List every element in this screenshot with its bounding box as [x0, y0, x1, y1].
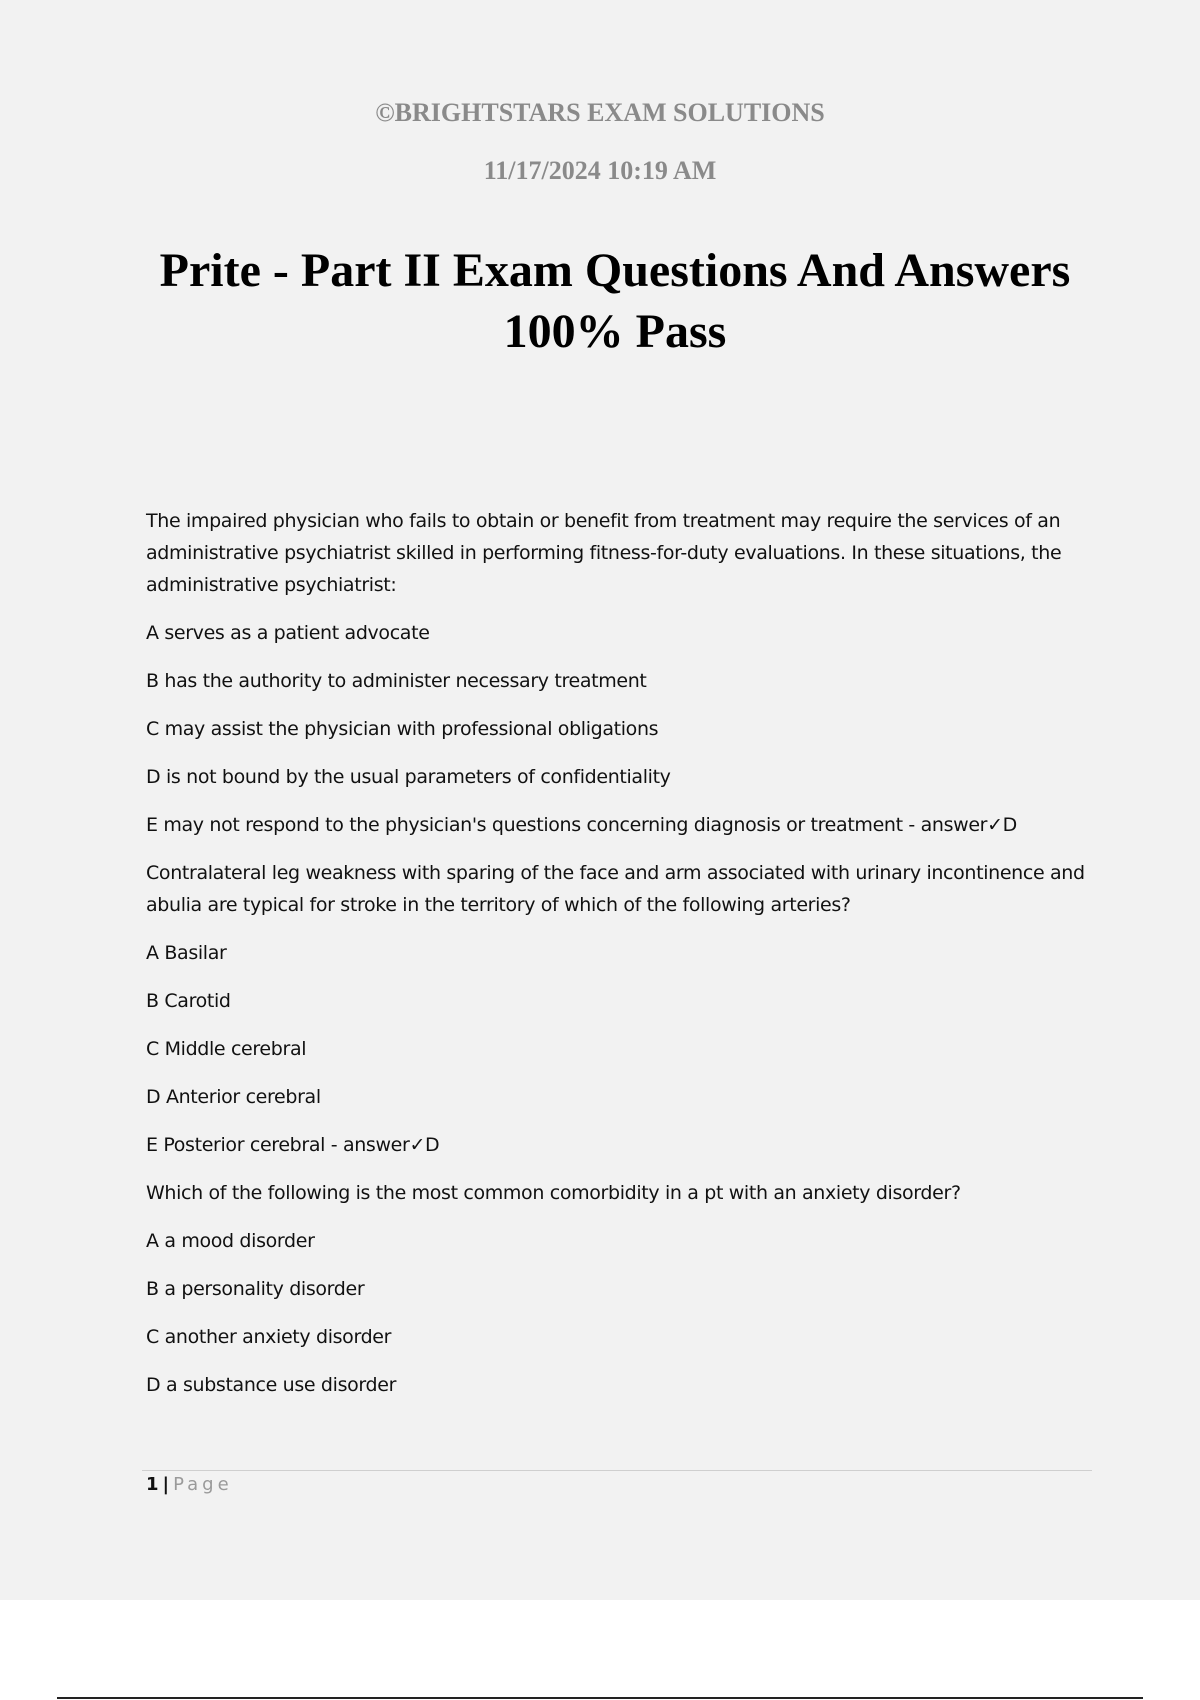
answer-option: B has the authority to administer necessary treatment: [146, 670, 647, 692]
answer-option: D a substance use disorder: [146, 1374, 397, 1396]
question-list: [146, 505, 1096, 1417]
answer-option: A a mood disorder: [146, 1230, 315, 1252]
question-stem: Which of the following is the most common comorbidity in a pt with an anxiety disorder?: [146, 1182, 961, 1204]
question-stem: Contralateral leg weakness with sparing of the face and arm associated with urinary incontinence and abulia are typical for stroke in the territory of which of the following arteries?: [146, 862, 1085, 916]
answer-option: C another anxiety disorder: [146, 1326, 392, 1348]
header-company: ©BRIGHTSTARS EXAM SOLUTIONS: [375, 98, 825, 127]
answer-option: E may not respond to the physician's questions concerning diagnosis or treatment - answer✓D: [146, 814, 1017, 836]
answer-option: B Carotid: [146, 990, 231, 1012]
footer-separator: |: [162, 1474, 170, 1495]
document-title: [130, 240, 1100, 362]
answer-option: C Middle cerebral: [146, 1038, 307, 1060]
answer-option: B a personality disorder: [146, 1278, 365, 1300]
document-title-line-1: Prite - Part II Exam Questions And Answers: [159, 244, 1071, 297]
next-page-divider: [57, 1697, 1143, 1699]
answer-option: A Basilar: [146, 942, 227, 964]
page-footer: [146, 1474, 233, 1495]
page-number: 1: [146, 1474, 159, 1495]
answer-option: D Anterior cerebral: [146, 1086, 321, 1108]
answer-option: E Posterior cerebral - answer✓D: [146, 1134, 440, 1156]
header-datetime: 11/17/2024 10:19 AM: [483, 156, 717, 185]
footer-divider: [142, 1470, 1092, 1471]
answer-option: A serves as a patient advocate: [146, 622, 430, 644]
answer-option: C may assist the physician with professional obligations: [146, 718, 659, 740]
document-title-line-2: 100% Pass: [503, 305, 727, 358]
question-stem: The impaired physician who fails to obtain or benefit from treatment may require the services of an administrative psychiatrist skilled in performing fitness-for-duty evaluations. In these situations, the administrative psychiatrist:: [146, 510, 1062, 596]
answer-option: D is not bound by the usual parameters of confidentiality: [146, 766, 671, 788]
page-label: Page: [173, 1474, 233, 1495]
